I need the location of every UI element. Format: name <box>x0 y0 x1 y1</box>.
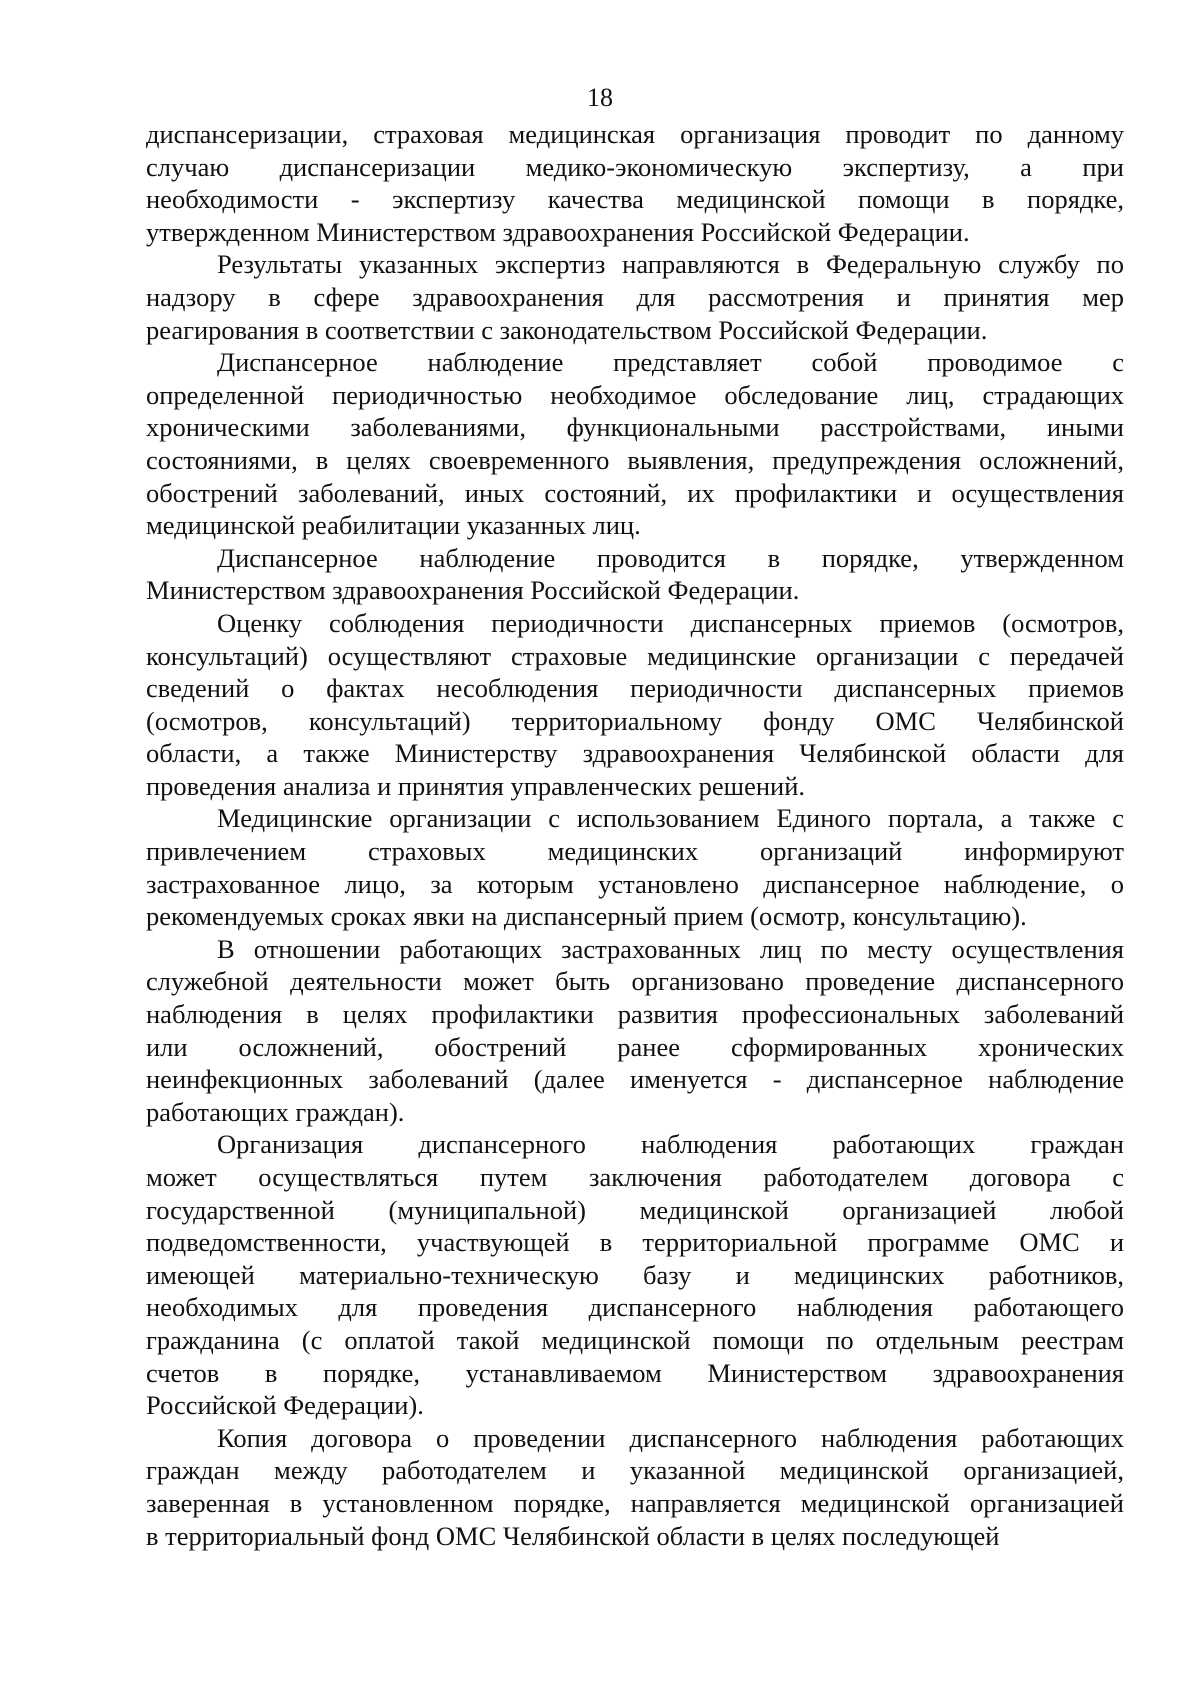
text-line: неинфекционных заболеваний (далее именуется - диспансерное наблюдение <box>146 1064 1124 1095</box>
text-line: рекомендуемых сроках явки на диспансерный прием (осмотр, консультацию). <box>146 901 1027 932</box>
text-line: Копия договора о проведении диспансерного наблюдения работающих <box>217 1422 1124 1453</box>
text-line: области, а также Министерству здравоохранения Челябинской области для <box>146 738 1124 769</box>
text-line: или осложнений, обострений ранее сформированных хронических <box>146 1031 1124 1062</box>
text-line: Результаты указанных экспертиз направляются в Федеральную службу по <box>217 249 1124 280</box>
text-line: работающих граждан). <box>146 1096 405 1127</box>
text-line: служебной деятельности может быть организовано проведение диспансерного <box>146 966 1124 997</box>
text-line: консультаций) осуществляют страховые медицинские организации с передачей <box>146 640 1124 671</box>
page-number: 18 <box>587 83 613 112</box>
text-line: в территориальный фонд ОМС Челябинской области в целях последующей <box>146 1520 1000 1551</box>
text-line: В отношении работающих застрахованных лиц по месту осуществления <box>217 933 1124 964</box>
text-line: Оценку соблюдения периодичности диспансерных приемов (осмотров, <box>217 607 1124 638</box>
text-line: наблюдения в целях профилактики развития профессиональных заболеваний <box>146 999 1124 1030</box>
text-line: состояниями, в целях своевременного выявления, предупреждения осложнений, <box>146 444 1124 475</box>
text-line: диспансеризации, страховая медицинская организация проводит по данному <box>146 119 1124 149</box>
text-line: необходимых для проведения диспансерного наблюдения работающего <box>146 1292 1124 1323</box>
text-line: счетов в порядке, устанавливаемом Министерством здравоохранения <box>146 1357 1124 1388</box>
text-line: гражданина (с оплатой такой медицинской помощи по отдельным реестрам <box>146 1324 1124 1355</box>
text-line: заверенная в установленном порядке, направляется медицинской организацией <box>146 1487 1124 1518</box>
text-line: Организация диспансерного наблюдения работающих граждан <box>217 1129 1124 1160</box>
text-line: надзору в сфере здравоохранения для рассмотрения и принятия мер <box>146 281 1124 312</box>
text-line: определенной периодичностью необходимое обследование лиц, страдающих <box>146 379 1124 410</box>
text-line: обострений заболеваний, иных состояний, их профилактики и осуществления <box>146 477 1124 508</box>
text-line: случаю диспансеризации медико-экономическую экспертизу, а при <box>146 151 1124 182</box>
text-line: может осуществляться путем заключения работодателем договора с <box>146 1162 1124 1192</box>
text-line: привлечением страховых медицинских организаций информируют <box>146 836 1124 867</box>
text-line: Диспансерное наблюдение представляет собой проводимое с <box>217 347 1124 378</box>
text-line: имеющей материально-техническую базу и медицинских работников, <box>146 1259 1124 1290</box>
text-line: Российской Федерации). <box>146 1390 424 1421</box>
text-line: медицинской реабилитации указанных лиц. <box>146 510 641 541</box>
text-line: Диспансерное наблюдение проводится в порядке, утвержденном <box>217 542 1124 573</box>
text-line: (осмотров, консультаций) территориальному фонду ОМС Челябинской <box>146 705 1124 736</box>
text-line: Медицинские организации с использованием Единого портала, а также с <box>217 803 1124 834</box>
text-line: проведения анализа и принятия управленческих решений. <box>146 770 806 801</box>
text-line: Министерством здравоохранения Российской Федерации. <box>146 575 800 606</box>
text-line: подведомственности, участвующей в территориальной программе ОМС и <box>146 1227 1124 1258</box>
text-line: утвержденном Министерством здравоохранения Российской Федерации. <box>146 216 970 247</box>
text-line: граждан между работодателем и указанной медицинской организацией, <box>146 1455 1124 1486</box>
text-line: хроническими заболеваниями, функциональными расстройствами, иными <box>146 412 1124 443</box>
text-line: государственной (муниципальной) медицинской организацией любой <box>146 1194 1124 1225</box>
text-line: застрахованное лицо, за которым установлено диспансерное наблюдение, о <box>146 868 1124 899</box>
text-line: сведений о фактах несоблюдения периодичности диспансерных приемов <box>146 673 1124 704</box>
text-line: реагирования в соответствии с законодательством Российской Федерации. <box>146 314 988 345</box>
text-line: необходимости - экспертизу качества медицинской помощи в порядке, <box>146 184 1124 215</box>
document-body <box>146 118 1124 1552</box>
